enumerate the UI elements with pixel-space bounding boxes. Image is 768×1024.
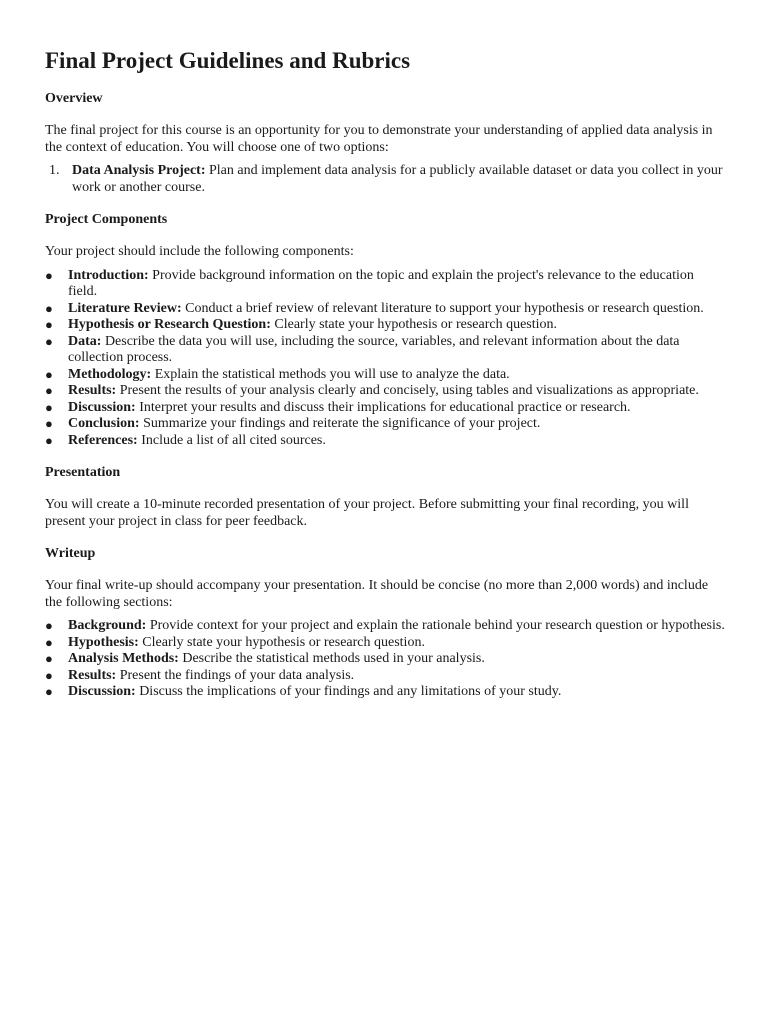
bullet-icon: ● [45, 267, 53, 283]
list-item [45, 367, 725, 384]
list-item [45, 163, 725, 196]
list-item [45, 651, 725, 668]
components-list [45, 268, 725, 450]
list-text: Interpret your results and discuss their implications for educational practice or research. [139, 399, 631, 415]
list-item [45, 433, 725, 450]
presentation-text: You will create a 10-minute recorded presentation of your project. Before submitting your final recording, you will present your project in class for peer feedback. [45, 497, 689, 529]
list-term: References: [68, 432, 138, 448]
list-text: Plan and implement data analysis for a publicly available dataset or data you collect in your work or another course. [72, 163, 723, 195]
list-item [45, 668, 725, 685]
overview-heading: Overview [45, 91, 103, 106]
writeup-heading: Writeup [45, 546, 96, 561]
list-term: Discussion: [68, 684, 136, 699]
list-term: Background: [68, 618, 147, 633]
list-term: Conclusion: [68, 416, 140, 431]
list-text: Describe the data you will use, including the source, variables, and relevant information about the data collection process. [68, 333, 680, 365]
list-text: Present the results of your analysis clearly and concisely, using tables and visualizations as appropriate. [119, 383, 699, 398]
list-term: Literature Review: [68, 300, 182, 316]
list-text: Include a list of all cited sources. [141, 432, 326, 448]
list-item [45, 416, 725, 433]
bullet-icon: ● [45, 634, 53, 650]
list-term: Methodology: [68, 366, 152, 382]
components-heading: Project Components [45, 212, 168, 227]
list-item [45, 684, 725, 701]
list-item [45, 301, 725, 318]
list-text: Provide context for your project and explain the rationale behind your research question or hypothesis. [149, 618, 725, 633]
list-term: Results: [68, 383, 117, 398]
list-text: Clearly state your hypothesis or research question. [274, 317, 558, 332]
bullet-icon: ● [45, 684, 53, 699]
bullet-icon: ● [45, 333, 53, 349]
list-item [45, 334, 725, 367]
bullet-icon: ● [45, 651, 53, 666]
list-text: Provide background information on the topic and explain the project's relevance to the education field. [68, 267, 694, 299]
list-text: Describe the statistical methods used in your analysis. [182, 651, 485, 666]
list-term: Results: [68, 667, 117, 683]
list-term: Data: [68, 333, 102, 349]
bullet-icon: ● [45, 432, 53, 448]
presentation-heading: Presentation [45, 465, 121, 480]
bullet-icon: ● [45, 667, 53, 683]
bullet-icon: ● [45, 366, 53, 382]
list-term: Introduction: [68, 267, 149, 283]
list-text: Summarize your findings and reiterate the significance of your project. [143, 416, 541, 431]
writeup-list [45, 618, 725, 701]
list-term: Discussion: [68, 399, 136, 415]
list-text: Conduct a brief review of relevant literature to support your hypothesis or research question. [185, 300, 704, 316]
list-item [45, 618, 725, 635]
options-list [45, 163, 725, 196]
list-term: Analysis Methods: [68, 651, 179, 666]
bullet-icon: ● [45, 399, 53, 415]
list-item [45, 383, 725, 400]
list-text: Explain the statistical methods you will use to analyze the data. [154, 366, 510, 382]
writeup-text: Your final write-up should accompany your presentation. It should be concise (no more than 2,000 words) and include the following sections: [45, 578, 709, 610]
list-text: Clearly state your hypothesis or research question. [142, 634, 425, 650]
list-term: Hypothesis or Research Question: [68, 317, 271, 332]
bullet-icon: ● [45, 317, 53, 332]
document-content [45, 46, 725, 716]
list-number: 1. [49, 163, 60, 178]
bullet-icon: ● [45, 618, 53, 633]
bullet-icon: ● [45, 300, 53, 316]
list-item [45, 317, 725, 334]
bullet-icon: ● [45, 416, 53, 431]
components-text: Your project should include the following components: [45, 244, 354, 259]
list-text: Present the findings of your data analysis. [119, 667, 355, 683]
list-text: Discuss the implications of your findings and any limitations of your study. [139, 684, 562, 699]
bullet-icon: ● [45, 383, 53, 398]
list-term: Hypothesis: [68, 634, 139, 650]
list-item [45, 400, 725, 417]
overview-text: The final project for this course is an opportunity for you to demonstrate your understanding of applied data analysis in the context of education. You will choose one of two options: [45, 123, 713, 155]
list-item [45, 268, 725, 301]
list-item [45, 635, 725, 652]
page-title: Final Project Guidelines and Rubrics [45, 48, 411, 73]
list-term: Data Analysis Project: [72, 163, 206, 178]
